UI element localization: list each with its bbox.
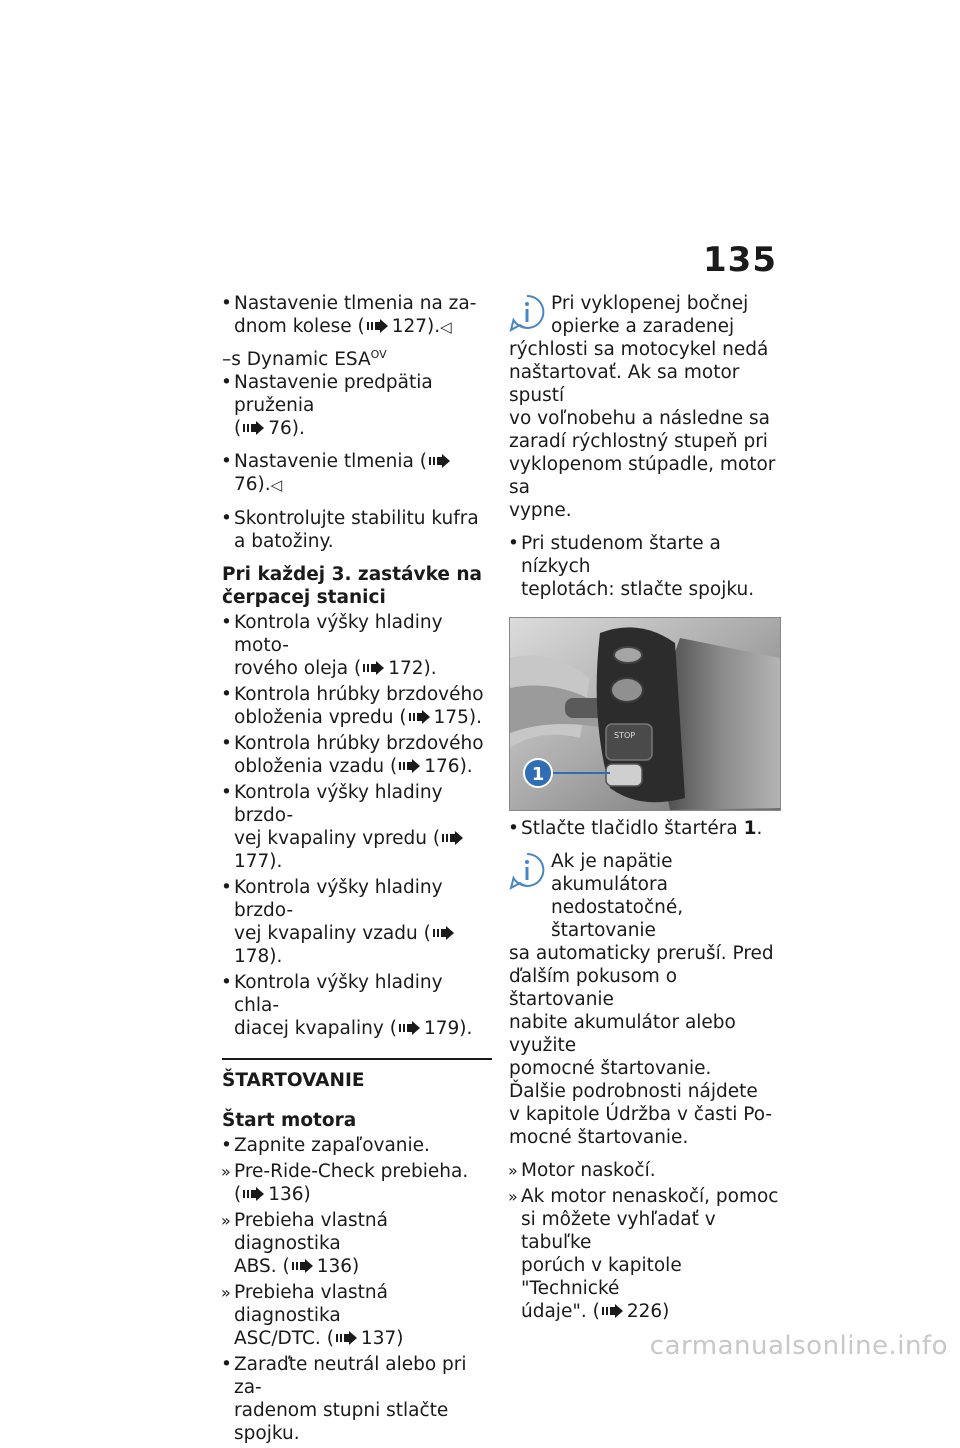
info-icon <box>509 294 545 332</box>
list-item: • Zapnite zapaľovanie. <box>222 1134 492 1157</box>
stop-label: STOP <box>614 731 636 740</box>
page-reference-arrow-icon <box>602 1304 624 1318</box>
list-item: • Skontrolujte stabilitu kufra a batožiny. <box>222 507 492 553</box>
list-item: • Kontrola výšky hladiny brzdo- vej kvapaliny vzadu (178). <box>222 876 492 968</box>
callout-number: 1 <box>531 764 545 785</box>
result-item: » Prebieha vlastná diagnostika ABS. ( 136) <box>222 1209 492 1278</box>
end-mark-icon: ◁ <box>270 476 283 494</box>
result-item: » Prebieha vlastná diagnostika ASC/DTC. ( 137) <box>222 1281 492 1350</box>
page-reference-arrow-icon <box>399 1021 421 1035</box>
list-item: • Kontrola výšky hladiny brzdo- vej kvapaliny vpredu (177). <box>222 781 492 873</box>
subheading: Pri každej 3. zastávke na čerpacej stanici <box>222 564 483 608</box>
watermark-site: carmanualsonline.info <box>649 1331 948 1361</box>
info-note: Pri vyklopenej bočnej opierke a zaradenej rýchlosti sa motocykel nedá naštartovať. Ak sa motor spustí vo voľnobehu a následne sa zaradí rýchlostný stupeň pri vyklopenom stúpadle, motor sa vypne. <box>509 293 776 521</box>
end-mark-icon: ◁ <box>440 318 452 336</box>
list-item: • Nastavenie predpätia pruženia ( 76). <box>222 371 492 440</box>
page-reference-arrow-icon <box>442 831 464 845</box>
list-item: • Stlačte tlačidlo štartéra 1. <box>509 817 781 840</box>
result-item: » Ak motor nenaskočí, pomoc si môžete vyhľadať v tabuľke porúch v kapitole "Technické údaje". ( 226) <box>509 1185 781 1323</box>
page-reference-arrow-icon <box>429 454 451 468</box>
list-item: • Kontrola hrúbky brzdového obloženia vzadu ( 176). <box>222 732 492 778</box>
right-column <box>509 292 781 1326</box>
page-reference-arrow-icon <box>367 319 389 333</box>
subheading: Štart motora <box>222 1110 357 1131</box>
list-item: • Kontrola hrúbky brzdového obloženia vpredu ( 175). <box>222 683 492 729</box>
page-reference-arrow-icon <box>243 421 265 435</box>
list-item: • Kontrola výšky hladiny chla- diacej kvapaliny ( 179). <box>222 971 492 1040</box>
page-number: 135 <box>703 240 777 280</box>
page-reference-arrow-icon <box>292 1259 314 1273</box>
list-item: • Nastavenie tlmenia (76).◁ <box>222 450 492 497</box>
page-reference-arrow-icon <box>399 759 421 773</box>
page-reference-arrow-icon <box>433 926 455 940</box>
page-reference-arrow-icon <box>336 1331 358 1345</box>
list-item: • Pri studenom štarte a nízkych teplotách: stlačte spojku. <box>509 532 781 601</box>
list-item: • Kontrola výšky hladiny moto- rového oleja ( 172). <box>222 611 492 680</box>
left-column <box>222 292 492 1448</box>
page-reference-arrow-icon <box>409 710 431 724</box>
page-reference-arrow-icon <box>243 1187 265 1201</box>
list-item: • Nastavenie tlmenia na za- dnom kolese ( 127).◁ <box>222 292 492 339</box>
dash-condition: –s Dynamic $ESA^{OV}$ <box>222 348 387 370</box>
list-item: • Zaraďte neutrál alebo pri za- radenom stupni stlačte spojku. <box>222 1353 492 1445</box>
page-reference-arrow-icon <box>363 661 385 675</box>
handlebar-switch-photo <box>509 617 781 811</box>
section-heading: ŠTARTOVANIE <box>222 1058 492 1092</box>
info-icon <box>509 852 545 890</box>
result-item: » Motor naskočí. <box>509 1159 781 1182</box>
info-note: Ak je napätie akumulátora nedostatočné, štartovanie sa automaticky preruší. Pred ďalším pokusom o štartovanie nabite akumulátor alebo využite pomocné štartovanie. Ďalšie podrobnosti nájdete v kapitole Údržba v časti Po- mocné štartovanie. <box>509 851 774 1148</box>
result-item: » Pre-Ride-Check prebieha. ( 136) <box>222 1160 492 1206</box>
